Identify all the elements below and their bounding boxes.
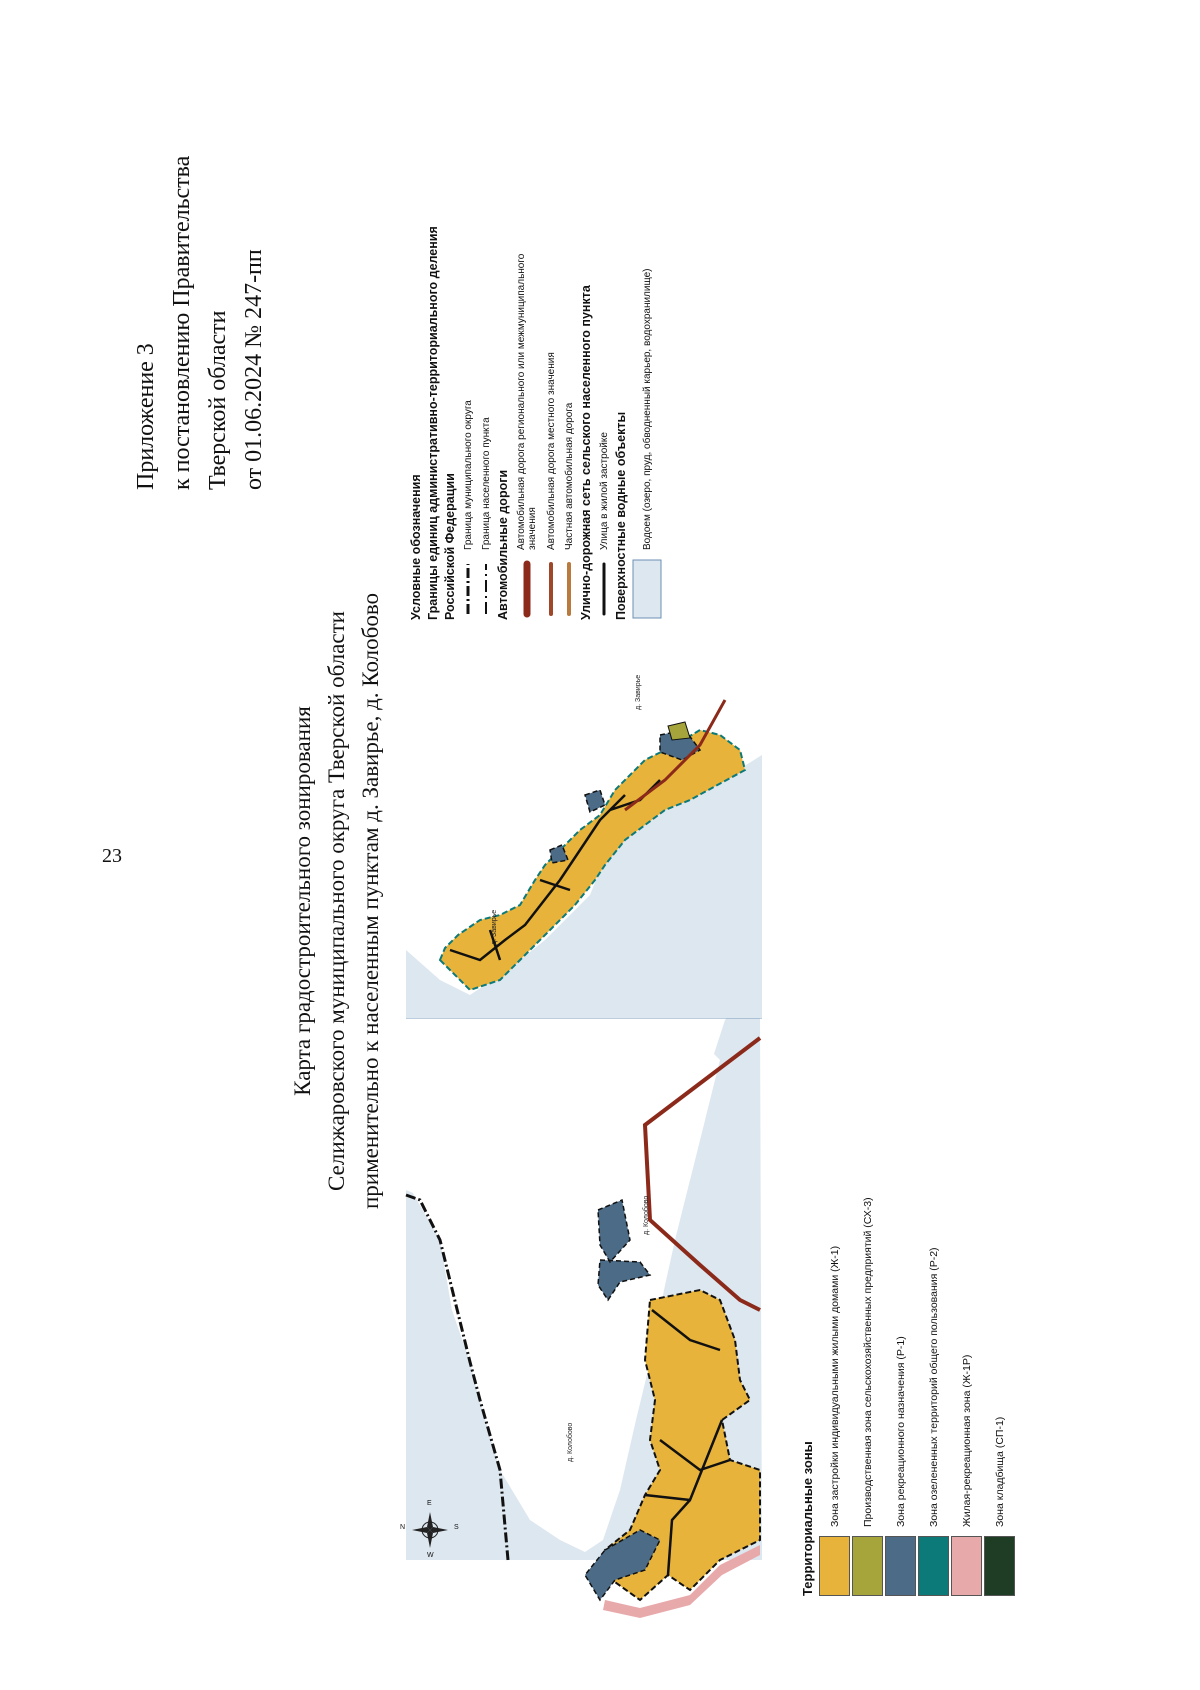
legend-item-local-road bbox=[542, 100, 560, 620]
zone-label-r2: Зона озелененных территорий общего пользования (Р-2) bbox=[927, 1247, 940, 1527]
legend-label-local-road: Автомобильная дорога местного значения bbox=[545, 352, 557, 550]
map-title-line-3: применительно к населенным пунктам д. Завирье, д. Колобово bbox=[358, 592, 383, 1210]
local-road-symbol-icon bbox=[542, 558, 560, 620]
municipal-boundary-symbol-icon bbox=[459, 558, 477, 620]
zones-legend-title: Территориальные зоны bbox=[800, 1441, 815, 1596]
legend-label-regional-road bbox=[516, 254, 538, 550]
annex-line-4: от 01.06.2024 № 247-пп bbox=[241, 249, 267, 490]
legend-item-street bbox=[595, 100, 613, 620]
zone-swatch-r1 bbox=[885, 1536, 916, 1596]
legend-label-municipal-boundary: Граница муниципального округа bbox=[462, 400, 474, 550]
zone-swatch-zh1 bbox=[819, 1536, 850, 1596]
zone-label-sp1: Зона кладбища (СП-1) bbox=[993, 1416, 1006, 1527]
legend-label-regional-road-1: Автомобильная дорога регионального или межмуниципального bbox=[516, 253, 527, 550]
zone-label-zh1: Зона застройки индивидуальными жилыми домами (Ж-1) bbox=[828, 1245, 841, 1527]
zone-item-zh1r bbox=[950, 1197, 983, 1596]
annex-line-3: Тверской области bbox=[205, 310, 231, 490]
compass-s: S bbox=[454, 1524, 459, 1531]
zone-label-zh1r: Жилая-рекреационная зона (Ж-1Р) bbox=[960, 1354, 973, 1527]
zone-item-r1 bbox=[884, 1197, 917, 1596]
legend-group-roads-header: Автомобильные дороги bbox=[496, 469, 510, 620]
zone-item-zh1 bbox=[818, 1197, 851, 1596]
legend bbox=[408, 100, 664, 620]
compass-n: N bbox=[400, 1524, 406, 1531]
legend-label-water: Водоем (озеро, пруд, обводненный карьер, водохранилище) bbox=[641, 268, 653, 550]
map-frame-kolobovo bbox=[406, 1000, 762, 1618]
zone-agri-zavirye bbox=[668, 722, 690, 740]
label-zavirye: д. Завирье bbox=[491, 909, 498, 945]
legend-group-boundaries-header: Границы единиц административно-территориального деления bbox=[426, 226, 440, 620]
legend-item-municipal-boundary bbox=[459, 100, 477, 620]
map-title-line-2: Селижаровского муниципального округа Тверской области bbox=[324, 611, 349, 1191]
compass-e: E bbox=[427, 1500, 432, 1507]
regional-road-symbol-icon bbox=[518, 558, 536, 620]
legend-item-regional-road bbox=[512, 100, 542, 620]
zones-legend bbox=[798, 1197, 1016, 1596]
compass-rose-svg bbox=[410, 1510, 450, 1550]
compass-w: W bbox=[427, 1552, 434, 1559]
label-zavirye-top: д. Завирье bbox=[635, 674, 642, 710]
annex-line-1: Приложение 3 bbox=[133, 343, 159, 490]
legend-group-streets-header: Улично-дорожная сеть сельского населенного пункта bbox=[579, 285, 593, 620]
legend-group-water-header: Поверхностные водные объекты bbox=[614, 411, 628, 620]
zone-label-r1: Зона рекреационного назначения (Р-1) bbox=[894, 1336, 907, 1527]
legend-item-private-road bbox=[560, 100, 578, 620]
legend-label-private-road: Частная автомобильная дорога bbox=[563, 402, 575, 550]
legend-item-settlement-boundary bbox=[477, 100, 495, 620]
annex-line-2: к постановлению Правительства bbox=[169, 155, 195, 490]
legend-label-regional-road-2: значения bbox=[527, 507, 538, 550]
compass-rose-icon bbox=[400, 1500, 459, 1559]
zone-label-skh3: Производственная зона сельскохозяйственных предприятий (СХ-3) bbox=[861, 1197, 874, 1527]
zone-swatch-r2 bbox=[918, 1536, 949, 1596]
label-kolobovo-2: д. Колобово bbox=[567, 1422, 574, 1462]
street-symbol-icon bbox=[595, 558, 613, 620]
map-title-line-1: Карта градостроительного зонирования bbox=[290, 706, 315, 1096]
zone-swatch-skh3 bbox=[852, 1536, 883, 1596]
zone-swatch-sp1 bbox=[984, 1536, 1015, 1596]
legend-label-street: Улица в жилой застройке bbox=[598, 432, 610, 550]
zone-item-r2 bbox=[917, 1197, 950, 1596]
zone-item-skh3 bbox=[851, 1197, 884, 1596]
page-number-text: 23 bbox=[102, 845, 122, 867]
map-frame-zavirye bbox=[406, 700, 762, 1018]
legend-title: Условные обозначения bbox=[409, 474, 423, 620]
legend-item-water bbox=[630, 100, 664, 620]
legend-group-boundaries-header-2: Российской Федерации bbox=[443, 473, 457, 620]
zone-item-sp1 bbox=[983, 1197, 1016, 1596]
settlement-boundary-symbol-icon bbox=[477, 558, 495, 620]
water-symbol-icon bbox=[632, 558, 662, 620]
legend-label-settlement-boundary: Граница населенного пункта bbox=[480, 417, 492, 550]
private-road-symbol-icon bbox=[560, 558, 578, 620]
label-kolobovo: д. Колобово bbox=[643, 1195, 650, 1235]
zone-swatch-zh1r bbox=[951, 1536, 982, 1596]
